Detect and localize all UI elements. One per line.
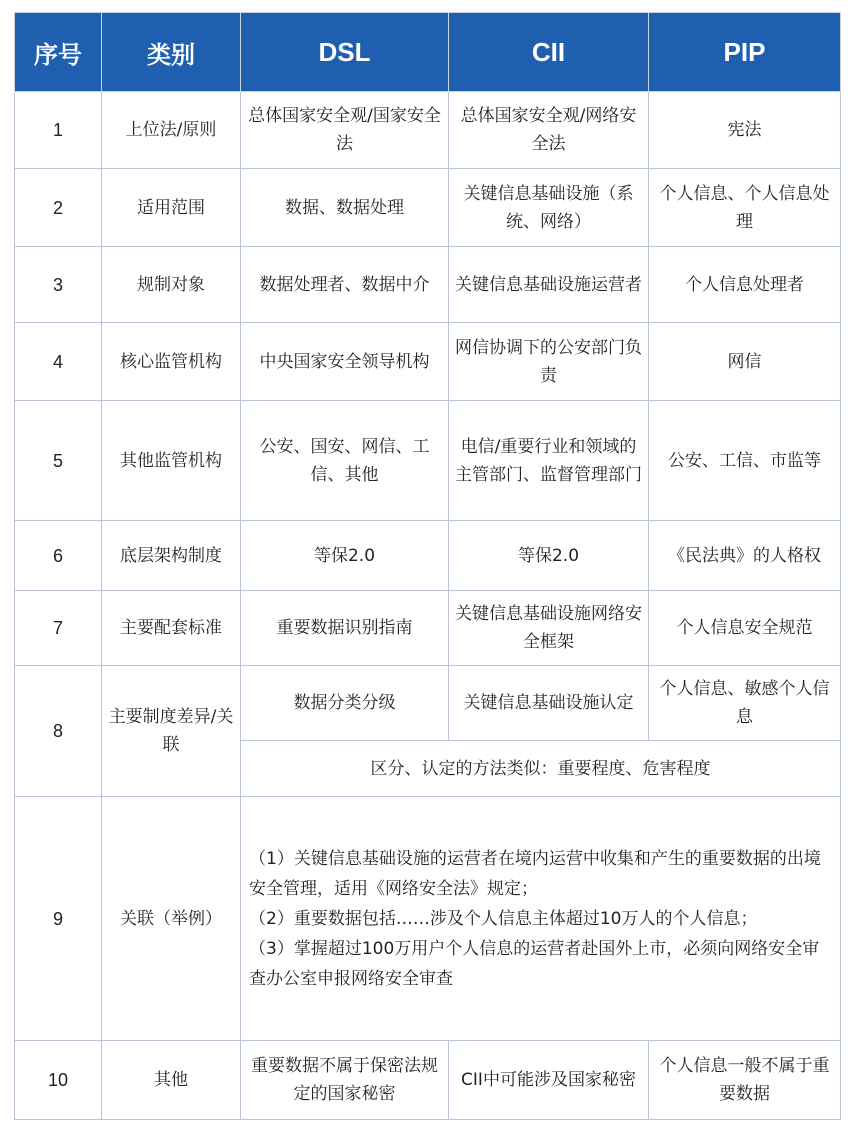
- row-index: 9: [15, 797, 102, 1041]
- cell-dsl: 重要数据不属于保密法规定的国家秘密: [241, 1041, 449, 1120]
- cell-dsl: 数据分类分级: [241, 666, 449, 741]
- row-category: 其他: [102, 1041, 241, 1120]
- row-category: 底层架构制度: [102, 521, 241, 591]
- example-line: （2）重要数据包括……涉及个人信息主体超过10万人的个人信息；: [249, 908, 758, 929]
- comparison-table-wrapper: [14, 12, 840, 1120]
- cell-dsl: 等保2.0: [241, 521, 449, 591]
- header-index: 序号: [15, 13, 102, 92]
- row-category: 适用范围: [102, 169, 241, 247]
- row-category: 主要制度差异/关联: [102, 666, 241, 797]
- row-category: 关联（举例）: [102, 797, 241, 1041]
- table-row: [15, 521, 841, 591]
- cell-pip: 公安、工信、市监等: [649, 401, 841, 521]
- cell-cii: 关键信息基础设施认定: [449, 666, 649, 741]
- table-row: [15, 1041, 841, 1120]
- cell-examples: [241, 797, 841, 1041]
- cell-dsl: 数据处理者、数据中介: [241, 247, 449, 323]
- row-category: 核心监管机构: [102, 323, 241, 401]
- cell-merged-note: 区分、认定的方法类似：重要程度、危害程度: [241, 741, 841, 797]
- cell-pip: 个人信息一般不属于重要数据: [649, 1041, 841, 1120]
- cell-cii: 电信/重要行业和领域的主管部门、监督管理部门: [449, 401, 649, 521]
- row-index: 1: [15, 92, 102, 169]
- cell-pip: 个人信息安全规范: [649, 591, 841, 666]
- table-row: [15, 92, 841, 169]
- table-row: [15, 323, 841, 401]
- table-row: [15, 401, 841, 521]
- cell-dsl: 数据、数据处理: [241, 169, 449, 247]
- cell-pip: 个人信息、个人信息处理: [649, 169, 841, 247]
- row-category: 上位法/原则: [102, 92, 241, 169]
- row-index: 6: [15, 521, 102, 591]
- table-row: [15, 591, 841, 666]
- example-line: （3）掌握超过100万用户个人信息的运营者赴国外上市，必须向网络安全审查办公室申报网络安全审查: [249, 938, 820, 989]
- cell-cii: 关键信息基础设施运营者: [449, 247, 649, 323]
- cell-cii: 等保2.0: [449, 521, 649, 591]
- cell-cii: 总体国家安全观/网络安全法: [449, 92, 649, 169]
- cell-cii: 网信协调下的公安部门负责: [449, 323, 649, 401]
- row-index: 2: [15, 169, 102, 247]
- row-index: 5: [15, 401, 102, 521]
- cell-dsl: 公安、国安、网信、工信、其他: [241, 401, 449, 521]
- example-line: （1）关键信息基础设施的运营者在境内运营中收集和产生的重要数据的出境安全管理，适用《网络安全法》规定；: [249, 848, 821, 899]
- header-dsl: DSL: [241, 13, 449, 92]
- cell-pip: 宪法: [649, 92, 841, 169]
- cell-dsl: 中央国家安全领导机构: [241, 323, 449, 401]
- cell-pip: 《民法典》的人格权: [649, 521, 841, 591]
- header-row: [15, 13, 841, 92]
- row-index: 10: [15, 1041, 102, 1120]
- cell-cii: CII中可能涉及国家秘密: [449, 1041, 649, 1120]
- cell-pip: 网信: [649, 323, 841, 401]
- row-index: 3: [15, 247, 102, 323]
- table-row: [15, 797, 841, 1041]
- row-index: 7: [15, 591, 102, 666]
- table-row: [15, 169, 841, 247]
- table-row: [15, 666, 841, 741]
- cell-pip: 个人信息处理者: [649, 247, 841, 323]
- row-category: 规制对象: [102, 247, 241, 323]
- table-row: [15, 247, 841, 323]
- cell-dsl: 重要数据识别指南: [241, 591, 449, 666]
- header-cii: CII: [449, 13, 649, 92]
- cell-pip: 个人信息、敏感个人信息: [649, 666, 841, 741]
- row-index: 8: [15, 666, 102, 797]
- cell-dsl: 总体国家安全观/国家安全法: [241, 92, 449, 169]
- row-index: 4: [15, 323, 102, 401]
- cell-cii: 关键信息基础设施（系统、网络）: [449, 169, 649, 247]
- row-category: 主要配套标准: [102, 591, 241, 666]
- header-category: 类别: [102, 13, 241, 92]
- row-category: 其他监管机构: [102, 401, 241, 521]
- cell-cii: 关键信息基础设施网络安全框架: [449, 591, 649, 666]
- comparison-table: [14, 12, 841, 1120]
- header-pip: PIP: [649, 13, 841, 92]
